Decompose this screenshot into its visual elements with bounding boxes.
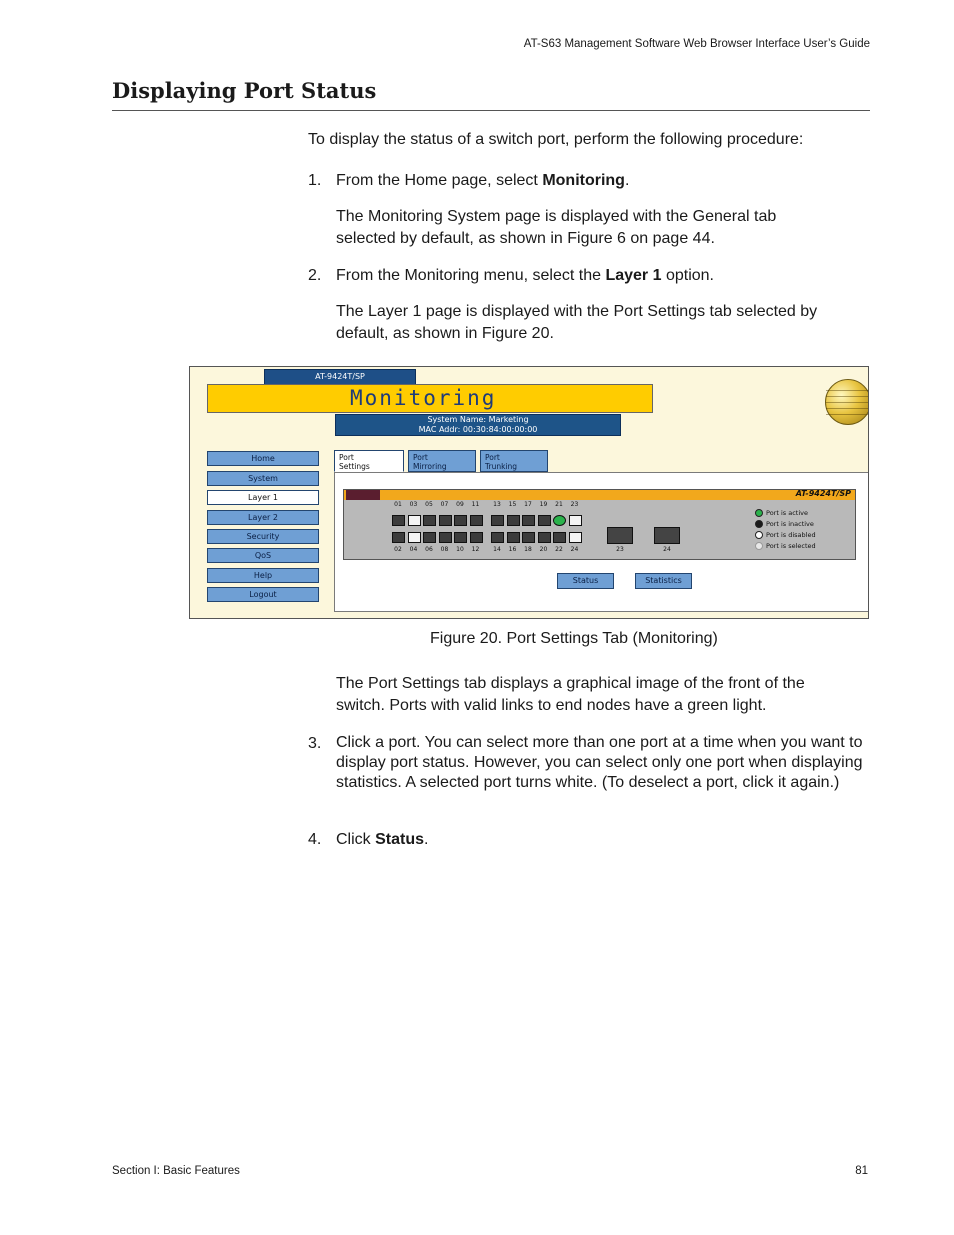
sfp-port-24[interactable] — [654, 527, 680, 544]
port-label: 17 — [524, 501, 532, 508]
tab-label: Port — [339, 453, 354, 462]
port-22[interactable] — [553, 532, 566, 543]
port-label: 15 — [508, 501, 517, 508]
nav-home-button[interactable]: Home — [207, 451, 319, 466]
step-2-pre: From the Monitoring menu, select the — [336, 267, 606, 284]
legend-active: Port is active — [766, 509, 808, 517]
port-label: 16 — [508, 546, 517, 553]
step-1-text — [336, 170, 866, 192]
port-14[interactable] — [491, 532, 504, 543]
port-label: 20 — [539, 546, 548, 553]
port-label: 08 — [440, 546, 449, 553]
tab-label: Port — [413, 453, 428, 462]
port-12[interactable] — [470, 532, 483, 543]
step-2-note: The Layer 1 page is displayed with the Port Settings tab selected by default, as shown in Figure 20. — [336, 303, 818, 342]
tab-label: Mirroring — [413, 462, 447, 471]
disabled-legend-icon — [755, 531, 763, 539]
port-label: 18 — [524, 546, 532, 553]
sfp-label: 23 — [616, 546, 624, 553]
port-09[interactable] — [454, 515, 467, 526]
port-label: 07 — [440, 501, 449, 508]
port-07[interactable] — [439, 515, 452, 526]
port-06[interactable] — [423, 532, 436, 543]
nav-help-button[interactable]: Help — [207, 568, 319, 583]
port-label: 06 — [425, 546, 433, 553]
port-15[interactable] — [507, 515, 520, 526]
step-4-post: . — [424, 831, 429, 848]
port-13[interactable] — [491, 515, 504, 526]
port-label: 10 — [456, 546, 464, 553]
tab-label: Port — [485, 453, 500, 462]
status-button[interactable]: Status — [557, 573, 614, 589]
port-label: 11 — [471, 501, 480, 508]
monitoring-title: Monitoring — [350, 386, 497, 410]
sfp-label: 24 — [663, 546, 671, 553]
port-label: 12 — [471, 546, 480, 553]
footer-section: Section I: Basic Features — [112, 1165, 240, 1177]
footer-page-number: 81 — [855, 1165, 868, 1177]
step-number: 3. — [308, 735, 322, 752]
port-11[interactable] — [470, 515, 483, 526]
port-label: 05 — [425, 501, 433, 508]
port-label: 14 — [493, 546, 501, 553]
step-3-text: Click a port. You can select more than one port at a time when you want to display port status. However, you can select only one port when displaying statistics. A selected port turns white. (To deselect a port, click it again.) — [336, 734, 863, 791]
monitoring-screenshot — [189, 366, 869, 619]
port-label: 09 — [456, 501, 464, 508]
port-02[interactable] — [392, 532, 405, 543]
step-4-text — [336, 829, 866, 851]
step-4-pre: Click — [336, 831, 376, 848]
vendor-logo-icon — [346, 490, 380, 500]
step-1-bold: Monitoring — [542, 172, 625, 189]
tab-port-mirroring[interactable] — [408, 450, 476, 472]
step-number: 4. — [308, 831, 322, 848]
port-label: 22 — [555, 546, 563, 553]
running-header: AT-S63 Management Software Web Browser Interface User’s Guide — [523, 38, 870, 50]
nav-system-button[interactable]: System — [207, 471, 319, 486]
port-16[interactable] — [507, 532, 520, 543]
port-20[interactable] — [538, 532, 551, 543]
port-04[interactable] — [408, 532, 421, 543]
port-21[interactable] — [553, 515, 566, 526]
statistics-button[interactable]: Statistics — [635, 573, 692, 589]
legend-disabled: Port is disabled — [766, 531, 816, 539]
port-label: 13 — [493, 501, 501, 508]
tab-label: Settings — [339, 462, 370, 471]
step-number: 1. — [308, 172, 322, 189]
step-1-pre: From the Home page, select — [336, 172, 543, 189]
port-19[interactable] — [538, 515, 551, 526]
port-label: 03 — [409, 501, 418, 508]
step-number: 2. — [308, 267, 322, 284]
system-info-box — [335, 414, 621, 436]
figure-caption: Figure 20. Port Settings Tab (Monitoring) — [430, 630, 718, 647]
tab-label: Trunking — [485, 462, 518, 471]
system-name: System Name: Marketing — [427, 415, 529, 424]
port-label: 21 — [555, 501, 563, 508]
inactive-legend-icon — [755, 520, 763, 528]
step-1-post: . — [624, 172, 630, 189]
sfp-port-23[interactable] — [607, 527, 633, 544]
title-rule — [112, 110, 870, 111]
nav-qos-button[interactable]: QoS — [207, 548, 319, 563]
port-18[interactable] — [522, 532, 535, 543]
nav-layer1-button[interactable]: Layer 1 — [207, 490, 319, 505]
port-label: 19 — [539, 501, 548, 508]
port-label: 23 — [570, 501, 579, 508]
port-08[interactable] — [439, 532, 452, 543]
port-05[interactable] — [423, 515, 436, 526]
nav-layer2-button[interactable]: Layer 2 — [207, 510, 319, 525]
port-label: 02 — [394, 546, 402, 553]
switch-top-bar — [344, 490, 855, 500]
tab-port-settings[interactable] — [334, 450, 404, 472]
nav-security-button[interactable]: Security — [207, 529, 319, 544]
step-4-bold: Status — [375, 831, 425, 848]
port-label: 24 — [570, 546, 579, 553]
legend-inactive: Port is inactive — [766, 520, 814, 528]
step-2-post: option. — [661, 267, 714, 284]
port-03[interactable] — [408, 515, 421, 526]
port-label: 04 — [409, 546, 418, 553]
step-2-text — [336, 265, 866, 287]
legend-selected: Port is selected — [766, 542, 816, 550]
switch-faceplate — [343, 489, 856, 560]
after-figure-paragraph: The Port Settings tab displays a graphical image of the front of the switch. Ports with valid links to end nodes have a green light. — [336, 675, 805, 714]
globe-logo-icon — [825, 379, 869, 425]
selected-legend-icon — [755, 542, 763, 550]
nav-logout-button[interactable]: Logout — [207, 587, 319, 602]
mac-address: MAC Addr: 00:30:84:00:00:00 — [418, 425, 538, 434]
port-10[interactable] — [454, 532, 467, 543]
tab-port-trunking[interactable] — [480, 450, 548, 472]
port-24[interactable] — [569, 532, 582, 543]
port-label: 01 — [394, 501, 402, 508]
step-1-note: The Monitoring System page is displayed with the General tab selected by default, as shown in Figure 6 on page 44. — [336, 208, 777, 247]
switch-model-label: AT-9424T/SP — [795, 489, 851, 498]
active-legend-icon — [755, 509, 763, 517]
device-tab: AT-9424T/SP — [264, 369, 416, 385]
section-title: Displaying Port Status — [112, 78, 377, 103]
step-2-bold: Layer 1 — [605, 267, 662, 284]
port-23[interactable] — [569, 515, 582, 526]
intro-paragraph: To display the status of a switch port, perform the following procedure: — [308, 131, 804, 148]
port-01[interactable] — [392, 515, 405, 526]
port-17[interactable] — [522, 515, 535, 526]
